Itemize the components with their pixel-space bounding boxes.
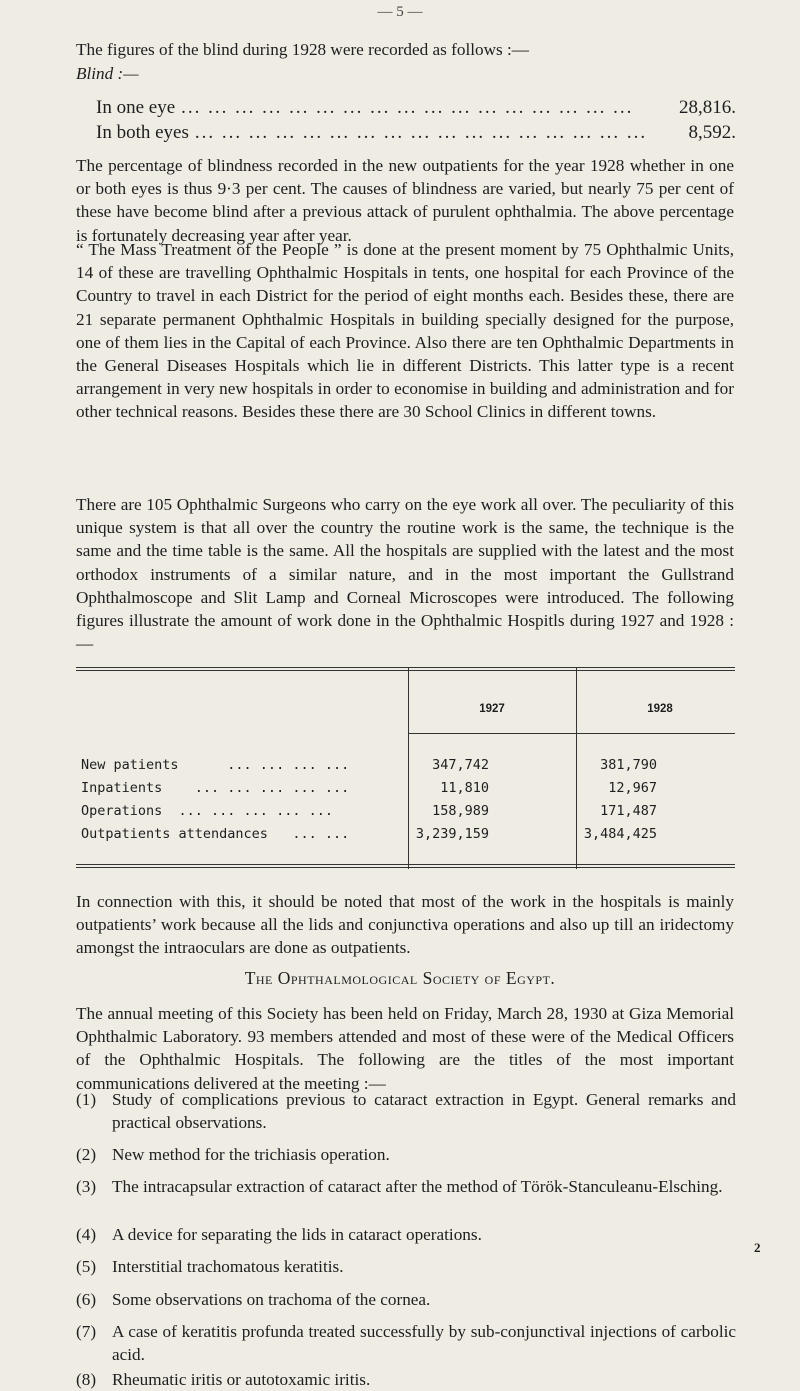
list-item-text: A device for separating the lids in cataract operations. xyxy=(112,1225,482,1244)
paragraph-blindness-percentage: The percentage of blindness recorded in the new outpatients for the year 1928 whether in one or both eyes is thus 9·3 per cent. The causes of blindness are varied, but nearly 75 per cent of these have become blind after a previous attack of purulent ophthalmia. The above percentage is fortunately decreasing year after year. xyxy=(76,156,734,245)
paragraph-outpatients-note: In connection with this, it should be noted that most of the work in the hospitals is mainly outpatients’ work because all the lids and conjunctiva operations and also up till an iridectomy amongst the intraoculars are done as outpatients. xyxy=(76,892,734,958)
cell-inpatients-1927: 11,810 xyxy=(440,780,489,796)
list-item-number: (1) xyxy=(76,1090,97,1109)
header-1928: 1928 xyxy=(647,703,673,715)
intro-text: The figures of the blind during 1928 were recorded as follows :— xyxy=(76,40,529,59)
page-number: — 5 — xyxy=(377,4,423,20)
list-item-number: (4) xyxy=(76,1225,97,1244)
list-item-number: (6) xyxy=(76,1290,97,1309)
list-item-number: (3) xyxy=(76,1177,97,1196)
list-item-text: Study of complications previous to cataract extraction in Egypt. General remarks and practical observations. xyxy=(112,1090,736,1133)
list-item-text: The intracapsular extraction of cataract after the method of Török-Stanculeanu-Elsching. xyxy=(112,1177,723,1196)
section-heading: The Ophthalmological Society of Egypt. xyxy=(244,968,556,988)
row-label-new-patients: New patients ... ... ... ... xyxy=(81,757,350,773)
corner-mark: 2 xyxy=(754,1240,761,1255)
list-item-number: (5) xyxy=(76,1257,97,1276)
blind-row-value: 8,592. xyxy=(688,122,736,143)
header-1927: 1927 xyxy=(479,703,505,715)
cell-inpatients-1928: 12,967 xyxy=(608,780,657,796)
list-item-number: (8) xyxy=(76,1370,97,1389)
table-rule-top-inner xyxy=(76,670,735,671)
table-rule-top xyxy=(76,667,735,668)
cell-operations-1928: 171,487 xyxy=(600,803,657,819)
list-item-number: (2) xyxy=(76,1145,97,1164)
statistics-table xyxy=(76,667,735,872)
cell-outpatients-1928: 3,484,425 xyxy=(583,826,657,842)
paragraph-mass-treatment: “ The Mass Treatment of the People ” is done at the present moment by 75 Ophthalmic Units, 14 of these are travelling Ophthalmic Hospitals in tents, one hospital for each Province of the Country to travel in each District for the period of eight months each. Besides these, there are 21 separate permanent Ophthalmic Hospitals in building specially designed for the purpose, one of them lies in the Capital of each Province. Also there are ten Ophthalmic Departments in the General Diseases Hospitals which lie in different Districts. This latter type is a recent arrangement in very new hospitals in order to economise in building and administration and for other technical reasons. Besides these there are 30 School Clinics in different towns. xyxy=(76,240,734,422)
table-rule-bottom xyxy=(76,867,735,868)
cell-outpatients-1927: 3,239,159 xyxy=(415,826,489,842)
list-item-text: New method for the trichiasis operation. xyxy=(112,1145,390,1164)
blind-row-one-eye xyxy=(96,97,736,119)
row-label-operations: Operations ... ... ... ... ... xyxy=(81,803,333,819)
table-rule-bottom-inner xyxy=(76,864,735,865)
blind-label: Blind :— xyxy=(76,64,139,83)
cell-new-patients-1928: 381,790 xyxy=(600,757,657,773)
blind-row-both-eyes xyxy=(96,122,736,144)
list-item-text: A case of keratitis profunda treated successfully by sub-conjunctival injections of carbolic acid. xyxy=(112,1322,736,1365)
paragraph-surgeons: There are 105 Ophthalmic Surgeons who carry on the eye work all over. The peculiarity of this unique system is that all over the country the routine work is the same, the technique is the same and the time table is the same. All the hospitals are supplied with the latest and the most orthodox instruments of a similar nature, and in the most important the Gullstrand Ophthalmoscope and Slit Lamp and Corneal Microscopes were introduced. The following figures illustrate the amount of work done in the Ophthalmic Hospitls during 1927 and 1928 :— xyxy=(76,495,734,654)
list-item-number: (7) xyxy=(76,1322,97,1341)
cell-operations-1927: 158,989 xyxy=(432,803,489,819)
blind-row-label: In both eyes xyxy=(96,122,189,143)
list-item-text: Rheumatic iritis or autotoxamic iritis. xyxy=(112,1370,371,1389)
paragraph-annual-meeting: The annual meeting of this Society has been held on Friday, March 28, 1930 at Giza Memorial Ophthalmic Laboratory. 93 members attended and most of these were of the Medical Officers of the Ophthalmic Hospitals. The following are the titles of the most important communications delivered at the meeting :— xyxy=(76,1004,734,1093)
row-label-outpatients: Outpatients attendances ... ... xyxy=(81,826,350,842)
leader-dots: ... ... ... ... ... ... ... ... ... ... ... ... ... ... ... ... ... xyxy=(181,97,634,118)
list-item-text: Some observations on trachoma of the cornea. xyxy=(112,1290,431,1309)
blind-row-value: 28,816. xyxy=(679,97,736,118)
row-label-inpatients: Inpatients ... ... ... ... ... xyxy=(81,780,350,796)
leader-dots: ... ... ... ... ... ... ... ... ... ... ... ... ... ... ... ... ... xyxy=(194,122,648,143)
cell-new-patients-1927: 347,742 xyxy=(432,757,489,773)
list-item-text: Interstitial trachomatous keratitis. xyxy=(112,1257,344,1276)
blind-row-label: In one eye xyxy=(96,97,176,118)
table-rule-header xyxy=(408,733,735,734)
